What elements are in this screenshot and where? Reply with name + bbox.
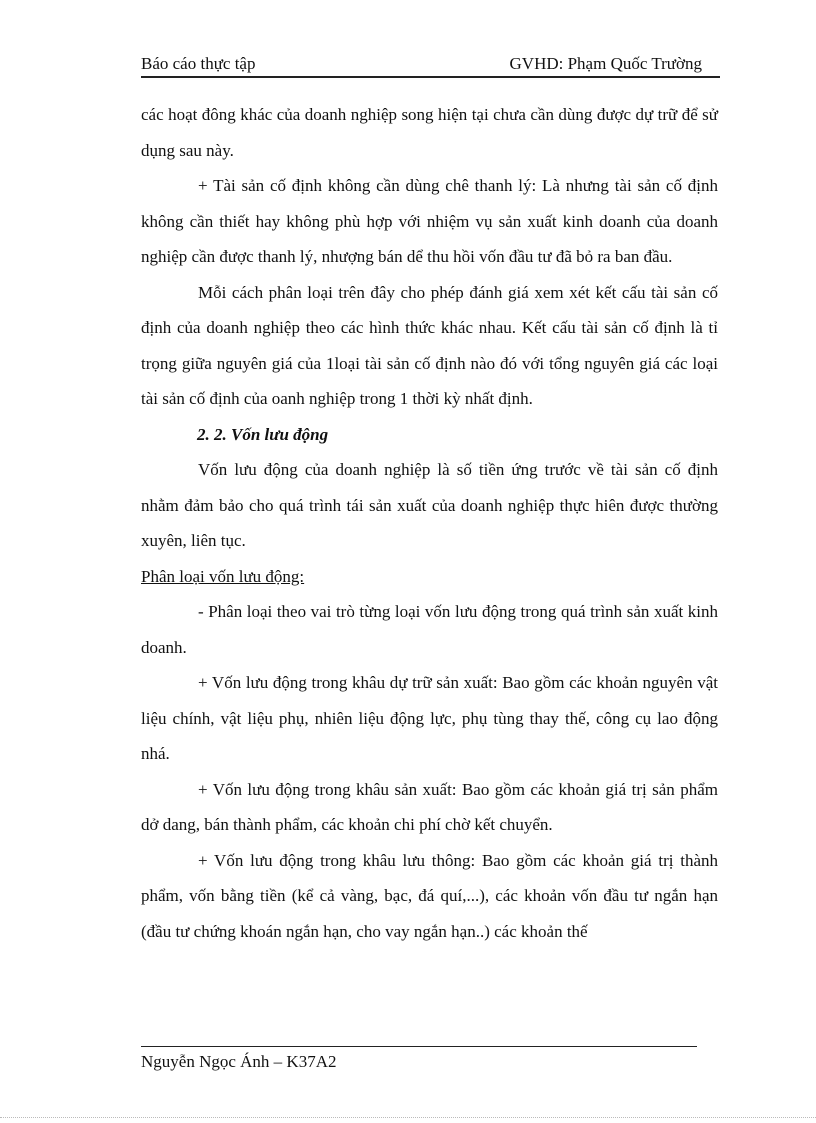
page-footer-author: Nguyễn Ngọc Ánh – K37A2 (141, 1052, 337, 1071)
paragraph-circulation-stage: + Vốn lưu động trong khâu lưu thông: Bao gồm các khoản giá trị thành phẩm, vốn bằng tiền (kể cả vàng, bạc, đá quí,...), các khoản vốn đầu tư ngắn hạn (đầu tư chứng khoán ngắn hạn, cho vay ngắn hạn..) các khoản thế (141, 850, 718, 941)
paragraph-reserve-stage: + Vốn lưu động trong khâu dự trữ sản xuất: Bao gồm các khoản nguyên vật liệu chính, vật liệu phụ, nhiên liệu động lực, phụ tùng thay thế, công cụ lao động nhá. (141, 673, 718, 763)
paragraph-fixed-asset-liquidation: + Tài sản cố định không cần dùng chê thanh lý: Là nhưng tài sản cố định không cần thiết hay không phù hợp với nhiệm vụ sản xuất kinh doanh của doanh nghiệp cần được thanh lý, nhượng bán dể thu hồi vốn đầu tư đã bỏ ra ban đầu. (141, 176, 718, 266)
subheading-classification: Phân loại vốn lưu động: (141, 566, 305, 586)
header-supervisor: GVHD: Phạm Quốc Trường (509, 54, 702, 73)
page-content (141, 97, 718, 949)
paragraph-working-capital-definition: Vốn lưu động của doanh nghiệp là số tiền ứng trước về tài sản cố định nhằm đảm bảo cho quá trình tái sản xuất của doanh nghiệp thực hiên được thường xuyên, liên tục. (141, 460, 718, 550)
paragraph-production-stage: + Vốn lưu động trong khâu sản xuất: Bao gồm các khoản giá trị sản phẩm dở dang, bán thành phẩm, các khoản chi phí chờ kết chuyển. (141, 779, 718, 834)
footer-divider (141, 1046, 697, 1047)
header-report-title: Báo cáo thực tập (141, 54, 256, 73)
paragraph-asset-structure: Mỗi cách phân loại trên đây cho phép đánh giá xem xét kết cấu tài sản cố định của doanh nghiệp theo các hình thức khác nhau. Kết cấu tài sản cố định là tỉ trọng giữa nguyên giá của 1loại tài sản cố định nào đó với tổng nguyên giá các loại tài sản cố định của oanh nghiệp trong 1 thời kỳ nhất định. (141, 282, 718, 408)
paragraph-continuation: các hoạt đông khác của doanh nghiệp song hiện tại chưa cần dùng được dự trữ để sử dụng sau này. (141, 105, 718, 160)
section-heading-working-capital: 2. 2. Vốn lưu động (197, 424, 329, 444)
header-divider (141, 76, 720, 78)
paragraph-classification-by-role: - Phân loại theo vai trò từng loại vốn lưu động trong quá trình sản xuất kinh doanh. (141, 602, 718, 657)
page-boundary (0, 1117, 816, 1118)
